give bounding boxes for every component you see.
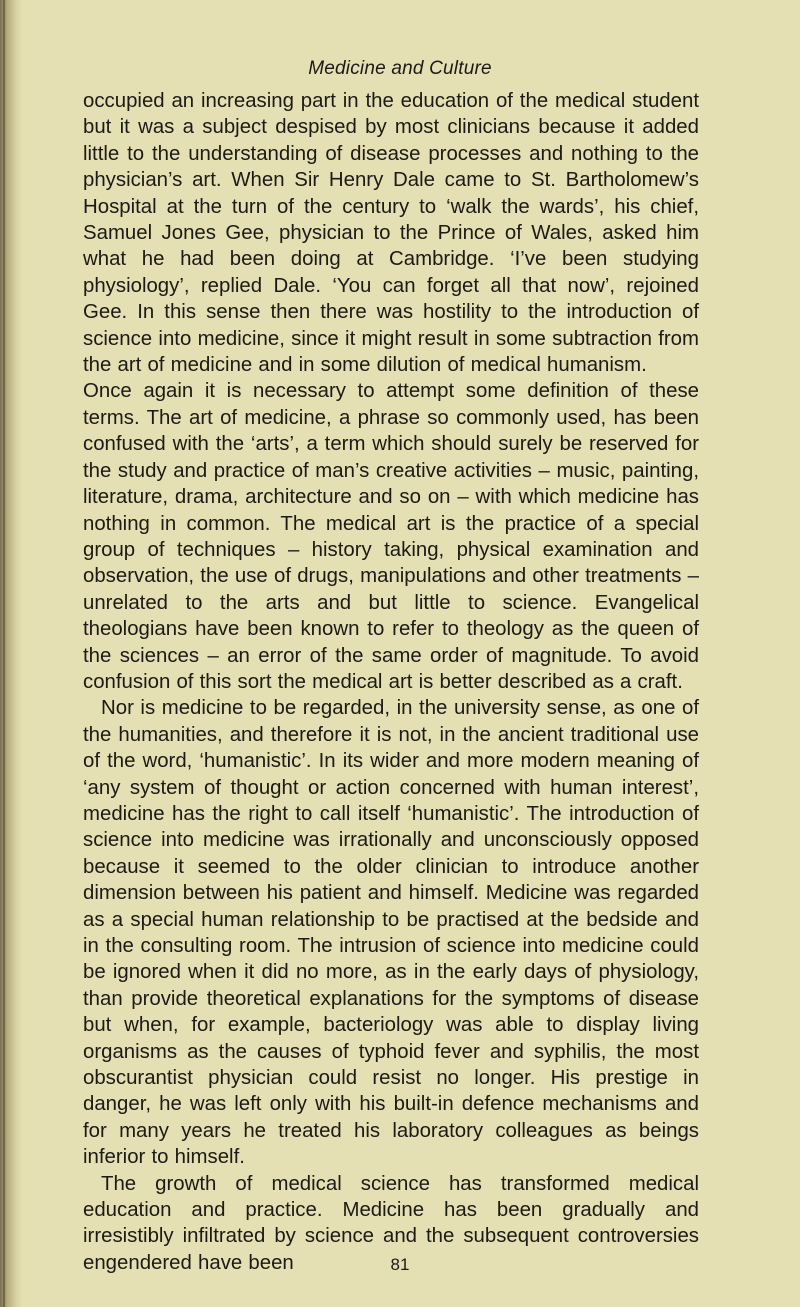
paragraph-2: Once again it is necessary to attempt some definition of these terms. The art of medicine, a phrase so commonly used, has been confused with the ‘arts’, a term which should surely be reserved for the study and practice of man’s creative activities – music, painting, literature, drama, architecture and so on – with which medicine has nothing in common. The medical art is the practice of a special group of techniques – history taking, physical examination and observation, the use of drugs, manipulations and other treatments – unrelated to the arts and but little to science. Evangelical theologians have been known to refer to theology as the queen of the sciences – an error of the same order of magnitude. To avoid confusion of this sort the medical art is better described as a craft. [83,380,699,693]
running-head: Medicine and Culture [308,58,492,79]
paragraph-3: Nor is medicine to be regarded, in the university sense, as one of the humanities, and therefore it is not, in the ancient traditional use of the word, ‘humanistic’. In its wider and more modern meaning of ‘any system of thought or action concerned with human interest’, medicine has the right to call itself ‘humanistic’. The introduction of science into medicine was irrationally and unconsciously opposed because it seemed to the older clinician to introduce another dimension between his patient and himself. Medicine was regarded as a special human relationship to be practised at the bedside and in the consulting room. The intrusion of science into medicine could be ignored when it did no more, as in the early days of physiology, than provide theoretical explanations for the symptoms of disease but when, for example, bacteriology was able to display living organisms as the causes of typhoid fever and syphilis, the most obscurantist physician could resist no longer. His prestige in danger, he was left only with his built-in defence mechanisms and for many years he treated his laboratory colleagues as beings inferior to himself. [83,697,699,1169]
page-spine-edge [3,0,5,1307]
paragraph-1: occupied an increasing part in the education of the medical student but it was a subject despised by most clinicians because it added little to the understanding of disease processes and nothing to the physician’s art. When Sir Henry Dale came to St. Bartholomew’s Hospital at the turn of the century to ‘walk the wards’, his chief, Samuel Jones Gee, physician to the Prince of Wales, asked him what he had been doing at Cambridge. ‘I’ve been studying physiology’, replied Dale. ‘You can forget all that now’, rejoined Gee. In this sense then there was hostility to the introduction of science into medicine, since it might result in some subtraction from the art of medicine and in some dilution of medical humanism. [83,90,699,377]
paragraph-4: The growth of medical science has transformed medical education and practice. Medicine has been gradually and irresistibly infiltrated by science and the subsequent controversies engendered have been [83,1172,699,1274]
page-number: 81 [390,1255,410,1274]
body-text [83,88,699,1276]
